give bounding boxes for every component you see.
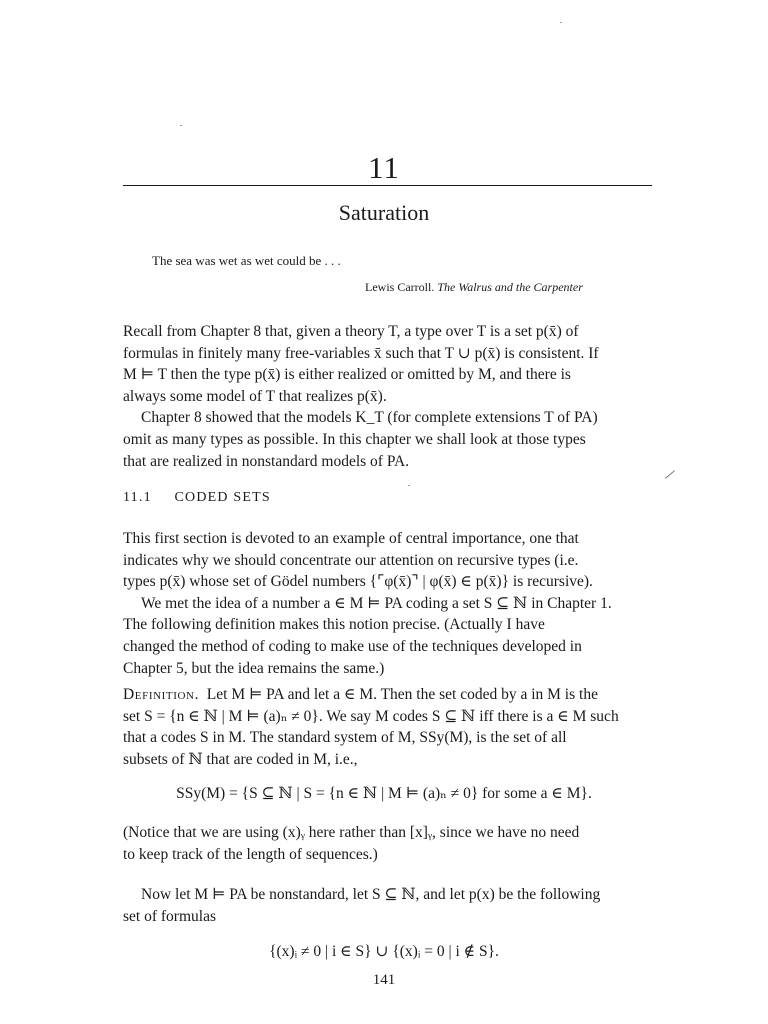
text-line: subsets of ℕ that are coded in M, i.e., xyxy=(123,750,358,768)
text-line: Recall from Chapter 8 that, given a theory T, a type over T is a set p(x̄) of xyxy=(123,323,579,340)
text-line: set S = {n ∈ ℕ | M ⊨ (a)ₙ ≠ 0}. We say M codes S ⊆ ℕ iff there is a ∈ M such xyxy=(123,707,619,725)
text-line: M ⊨ T then the type p(x̄) is either realized or omitted by M, and there is xyxy=(123,366,571,384)
scan-speck xyxy=(408,485,410,486)
text-line: formulas in finitely many free-variables x̄ such that T ∪ p(x̄) is consistent. If xyxy=(123,344,599,362)
remark-paragraph xyxy=(123,822,653,865)
final-paragraph xyxy=(123,884,653,927)
text-line xyxy=(123,684,653,706)
text-line: Chapter 8 showed that the models K_T (for complete extensions T of PA) xyxy=(141,409,598,427)
text-line: always some model of T that realizes p(x̄). xyxy=(123,387,387,405)
section-intro-paragraph xyxy=(123,528,653,679)
epigraph-source xyxy=(365,280,583,295)
section-title: CODED SETS xyxy=(174,490,271,505)
scan-mark xyxy=(665,470,675,478)
chapter-number: 11 xyxy=(368,150,400,185)
text-line: set of formulas xyxy=(123,907,216,925)
scan-speck xyxy=(180,125,182,126)
section-number: 11.1 xyxy=(123,490,152,505)
text-line: omit as many types as possible. In this chapter we shall look at those types xyxy=(123,430,586,448)
text-line: indicates why we should concentrate our attention on recursive types (i.e. xyxy=(123,551,579,569)
text-line: to keep track of the length of sequences.) xyxy=(123,845,378,863)
text-line: Now let M ⊨ PA be nonstandard, let S ⊆ ℕ, and let p(x) be the following xyxy=(141,886,601,903)
epigraph-quote: The sea was wet as wet could be . . . xyxy=(152,253,341,268)
type-formula: {(x)ᵢ ≠ 0 | i ∈ S} ∪ {(x)ᵢ = 0 | i ∉ S}. xyxy=(269,943,499,960)
text-line: changed the method of coding to make use of the techniques developed in xyxy=(123,637,582,655)
text-line: Chapter 5, but the idea remains the same.) xyxy=(123,659,385,677)
text-line: We met the idea of a number a ∈ M ⊨ PA coding a set S ⊆ ℕ in Chapter 1. xyxy=(141,594,612,612)
definition-text: Let M ⊨ PA and let a ∈ M. Then the set coded by a in M is the xyxy=(206,686,598,703)
text-line: that are realized in nonstandard models of PA. xyxy=(123,452,410,470)
definition-paragraph xyxy=(123,684,653,770)
scan-speck xyxy=(560,22,562,23)
text-line: types p(x̄) whose set of Gödel numbers {⌜φ(x̄)⌝ | φ(x̄) ∈ p(x̄)} is recursive). xyxy=(123,573,593,591)
epigraph-work: The Walrus and the Carpenter xyxy=(437,280,583,294)
section-heading xyxy=(123,490,271,506)
text-line: that a codes S in M. The standard system of M, SSy(M), is the set of all xyxy=(123,729,567,747)
intro-paragraph xyxy=(123,321,653,472)
definition-label: Definition. xyxy=(123,686,200,703)
chapter-title: Saturation xyxy=(338,200,430,225)
chapter-rule xyxy=(123,185,652,186)
text-line: This first section is devoted to an example of central importance, one that xyxy=(123,530,579,547)
ssy-formula: SSy(M) = {S ⊆ ℕ | S = {n ∈ ℕ | M ⊨ (a)ₙ ≠ 0} for some a ∈ M}. xyxy=(176,785,592,802)
text-line: (Notice that we are using (x)ᵧ here rather than [x]ᵧ, since we have no need xyxy=(123,824,580,841)
epigraph-author: Lewis Carroll. xyxy=(365,280,435,294)
page-number: 141 xyxy=(372,972,396,988)
text-line: The following definition makes this notion precise. (Actually I have xyxy=(123,616,545,634)
